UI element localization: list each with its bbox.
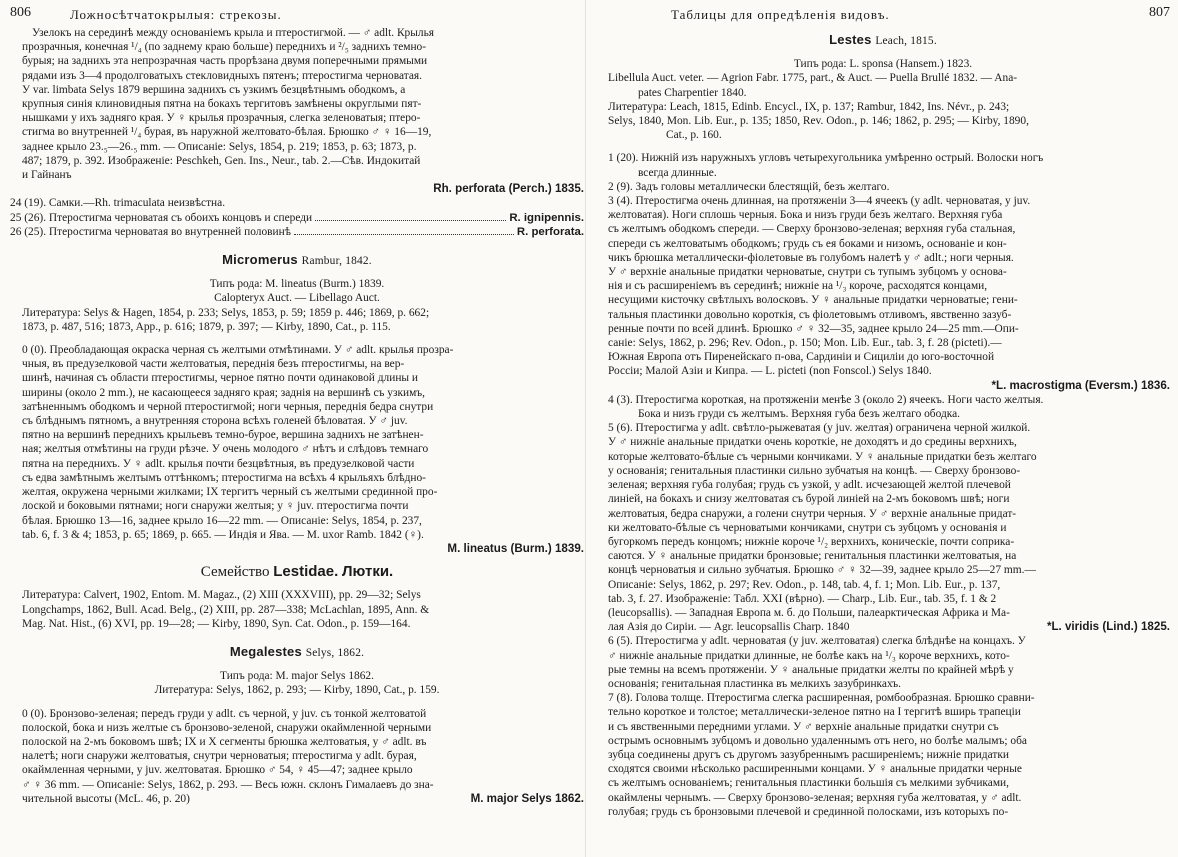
type-species: Типъ рода: M. major Selys 1862. (220, 670, 374, 683)
page-gutter (585, 0, 586, 857)
text-line: окаймлены чернымъ. — Сверху бронзово-зеленая; верхняя губа желтоватая, у ♂ adlt. (608, 791, 1022, 804)
text-line: полоской на 2-мъ боковомъ швѣ; IX и X сегменты брюшка желтоватыя, у ♂ adlt. въ (22, 735, 427, 748)
key-couplet-7 (596, 691, 1170, 819)
genus-author: Rambur, 1842. (301, 255, 372, 268)
text-line: tab. 3, f. 27. Изображеніе: Табл. XXI (вѣрно). — Charp., Lib. Eur., tab. 35, f. 1 & 2 (608, 592, 997, 605)
key-couplet-24: 24 (19). Самки.—Rh. trimaculata неизвѣстна. (10, 197, 226, 210)
text-line: налетѣ; ноги снаружи желтоватыя, снутри черноватыя; птеростигма у adlt. бурая, (22, 750, 417, 763)
text-line: Libellula Auct. veter. — Agrion Fabr. 1775, part., & Auct. — Puella Brullé 1832. — Ana- (608, 72, 1018, 85)
text-line: затѣненнымъ ободкомъ и черной птеростигмой; ноги черныя, переднія бедра снутри (22, 400, 434, 413)
text-line: тальныя пластинки довольно короткія, съ фіолетовымъ отливомъ, явственно зазуб- (608, 308, 1012, 321)
text-line: несущими кисточку свѣтлыхъ волосковъ. У ♀ анальные придатки черноватые; гени- (608, 294, 1018, 307)
text-line: Литература: Leach, 1815, Edinb. Encycl., IX, p. 137; Rambur, 1842, Ins. Névr., p. 243; (608, 100, 1010, 113)
family-name-ru: Лютки. (342, 563, 394, 581)
right-running-title: Таблицы для опредѣленія видовъ. (671, 7, 890, 22)
key-text: 25 (26). Птеростигма черноватая съ обоихъ концовъ и спереди (10, 211, 313, 224)
text-line: Бока и низъ груди съ желтымъ. Верхняя губа безъ желтаго ободка. (638, 408, 961, 421)
text-line: Узелокъ на серединѣ между основаніемъ крыла и птеростигмой. — ♂ adlt. Крылья (32, 27, 435, 39)
text-line: ренные почти по всей длинѣ. Брюшко ♂ ♀ 32—35, заднее крыло 24—25 mm.—Опи- (608, 322, 1019, 335)
text-line: Longchamps, 1862, Bull. Acad. Belg., (2) XIII, pp. 287—338; McLachlan, 1895, Ann. & (22, 603, 430, 616)
genus-name: Megalestes (229, 643, 302, 659)
text-line: ки желтовато-бѣлые съ черноватыми кончиками, снутри съ зубцомъ у основанія и (608, 521, 1007, 534)
text-line: саются. У ♀ анальные придатки бронзовые; генитальныя пластинки желтоватыя, на (608, 550, 1017, 563)
type-species: Типъ рода: M. lineatus (Burm.) 1839. (209, 278, 385, 291)
text-line: желтоватыя, бедра снаружи, а голени снутри черныя. У ♂ верхніе анальные придат- (608, 507, 1017, 520)
left-page (10, 0, 584, 857)
right-page-number: 807 (1149, 5, 1170, 20)
text-line: tab. 6, f. 3 & 4; 1853, p. 65; 1869, p. 665. — Индія и Ява. — M. uxor Ramb. 1842 (♀). (22, 528, 424, 541)
text-line: тельно короткое и толстое; металлически-зеленое пятно на I тергитѣ вширь трапеціи (608, 706, 1021, 719)
text-line: зеленая; верхняя губа голубая; грудь съ узкой, у adlt. исчезающей желтой плечевой (608, 479, 1011, 492)
leader-dots (315, 220, 506, 221)
text-line: ♂ нижніе анальные придатки длинные, не болѣе какъ на ¹/₃ короче верхнихъ, кото- (608, 649, 1010, 662)
text-line: чикъ брюшка металлически-фіолетовые въ голубомъ налетѣ у ♂ adlt.; ноги черныя. (608, 251, 1014, 264)
text-line: Литература: Selys & Hagen, 1854, p. 233; Selys, 1853, p. 59; 1859 p. 446; 1869, p. 662; (22, 306, 430, 319)
text-line: 3 (4). Птеростигма очень длинная, на протяженіи 3—4 ячеекъ (у adlt. черноватая, у juv. (608, 195, 1031, 208)
text-line: спереди съ желтоватымъ ободкомъ; грудь съ ея боками и низомъ, основаніе и кон- (608, 237, 1007, 250)
key-text: 26 (25). Птеростигма черноватая во внутренней половинѣ (10, 225, 291, 238)
text-line: 0 (0). Бронзово-зеленая; передъ груди у adlt. съ черной, у juv. съ тонкой желтоватой (22, 707, 427, 720)
family-prefix: Семейство (200, 564, 270, 581)
key-couplet-3 (596, 194, 1170, 393)
text-line: 7 (8). Голова толще. Птеростигма слегка расширенная, ромбообразная. Брюшко сравни- (608, 692, 1035, 705)
literature (596, 100, 1170, 143)
text-line: 5 (6). Птеростигма у adlt. свѣтло-рыжеватая (у juv. желтая) ограничена черной жилкой. (608, 422, 1031, 435)
genus-author: Selys, 1862. (305, 646, 365, 659)
text-line: основанія; генитальная пластинка въ мелкихъ зазубринкахъ. (608, 677, 901, 690)
text-line: желтая, окружена черными жилками; IX тергитъ черный съ желтыми срединной про- (22, 486, 438, 499)
text-line: съ едва замѣтнымъ желтымъ оттѣнкомъ; птеростигма на всѣхъ 4 крыльяхъ блѣдно- (22, 471, 426, 484)
species-signature: *L. viridis (Lind.) 1825. (1046, 620, 1170, 634)
text-line: 487; 1879, p. 392. Изображеніе: Peschkeh, Gen. Ins., Neur., tab. 2.—Сѣв. Индокитай (22, 154, 421, 167)
synonyms: Calopteryx Auct. — Libellago Auct. (214, 292, 380, 305)
key-couplet-4 (596, 393, 1170, 421)
text-line: желтоватая). Ноги сплошь черныя. Бока и низъ груди безъ желтаго. Верхняя губа (608, 209, 1003, 222)
key-couplet-2: 2 (9). Задъ головы металлически блестящій, безъ желтаго. (608, 180, 890, 193)
text-line: Южная Европа отъ Пиренейскаго п-ова, Сардиніи и Сициліи до юго-восточной (608, 351, 995, 364)
genus-heading-micromerus (10, 253, 584, 268)
text-line: острымъ основнымъ зубцомъ и довольно удаленнымъ отъ него, но болѣе малымъ; оба (608, 734, 1027, 747)
text-line: нышками у ихъ задняго края. У ♀ крылья прозрачныя, слегка зеленоватыя; птеро- (22, 112, 421, 125)
text-line: Cat., p. 160. (666, 129, 722, 142)
family-literature (10, 588, 584, 631)
text-line: съ блѣднымъ пятномъ, а внутренняя сторона всѣхъ голеней бѣловатая. У ♂ juv. (22, 415, 408, 428)
text-line: прозрачныя, конечная ¹/₄ (по заднему краю больше) переднихъ и ²/₅ заднихъ темно- (22, 41, 427, 54)
genus-author: Leach, 1815. (875, 35, 937, 47)
text-line: съ желтымъ основаніемъ; генитальныя пластинки большія съ мелкими зубчиками, (608, 777, 1009, 790)
genus-name: Micromerus (222, 252, 298, 268)
key-couplet-1 (596, 151, 1170, 179)
genus-heading-megalestes (10, 645, 584, 660)
text-line: чительной высоты (McL. 46, p. 20) (22, 792, 190, 805)
synonyms (596, 71, 1170, 99)
text-line: всегда длинные. (638, 166, 717, 179)
micromerus-description (10, 343, 584, 556)
key-couplet-25 (10, 211, 584, 225)
text-line: Россіи; Малой Азіи и Кипра. — L. picteti (non Fonscol.) Selys 1840. (608, 365, 932, 378)
genus-heading-lestes (596, 33, 1170, 48)
key-target: R. ignipennis. (509, 211, 584, 224)
text-line: ширины (около 2 mm.), не касающееся задняго края; заднія на вершинѣ съ узкимъ, (22, 386, 426, 399)
type-species: Типъ рода: L. sponsa (Hansem.) 1823. (793, 58, 973, 71)
species-signature: Rh. perforata (Perch.) 1835. (433, 182, 584, 196)
text-line: рые темны на всемъ протяженіи. У ♀ анальные придатки желты по крайней мѣрѣ у (608, 663, 1014, 676)
key-target: R. perforata. (516, 225, 584, 238)
megalestes-description (10, 707, 584, 806)
left-page-number: 806 (10, 5, 31, 20)
text-line: лоской и боковыми пятнами; ноги снаружи желтыя; у ♀ juv. птеростигма почти (22, 500, 409, 513)
text-line: пятна на переднихъ. У ♀ adlt. крылья почти безцвѣтныя, въ предузелковой части (22, 457, 415, 470)
text-line: У ♂ верхніе анальные придатки черноватые, снутри съ тупымъ зубцомъ у основа- (608, 266, 1007, 279)
genus-name: Lestes (829, 32, 872, 47)
key-couplet-5 (596, 421, 1170, 634)
text-line: чныя, въ предузелковой части желтоватыя, переднія безъ птеростигмы, на вер- (22, 358, 405, 371)
text-line: нія и съ расширеніемъ въ серединѣ; нижніе на ¹/₃ короче, расходятся концами, (608, 280, 988, 293)
text-line: которые желтовато-бѣлые съ черными кончиками. У ♀ анальные придатки безъ желтаго (608, 450, 1037, 463)
text-line: стигма во внутренней ¹/₄ бурая, въ наружной желтовато-бѣлая. Брюшко ♂ ♀ 16—19, (22, 126, 432, 139)
text-line: Mag. Nat. Hist., (6) XVI, pp. 19—28; — Kirby, 1890, Syn. Cat. Odon., p. 159—164. (22, 617, 411, 630)
text-line: 4 (3). Птеростигма короткая, на протяженіи менѣе 3 (около 2) ячеекъ. Ноги часто желтыя. (608, 393, 1044, 406)
rhinocypha-description (10, 26, 584, 196)
right-page (596, 0, 1170, 857)
text-line: Описаніе: Selys, 1862, p. 297; Rev. Odon., p. 148, tab. 4, f. 1; Mon. Lib. Eur., p. 137, (608, 578, 1001, 591)
text-line: лая Азія до Сиріи. — Agr. leucopsallis Charp. 1840 (608, 621, 850, 634)
text-line: (leucopsallis). — Западная Европа м. б. до Польши, палеарктическая Африка и Ма- (608, 606, 1010, 619)
right-page-header (596, 0, 1170, 24)
text-line: ная; желтыя отмѣтины на груди рѣзче. У очень молодого ♂ нѣтъ и слѣдовъ темнаго (22, 443, 429, 456)
key-couplet-6 (596, 634, 1170, 691)
text-line: саніе: Selys, 1862, p. 296; Rev. Odon., p. 150; Mon. Lib. Eur., tab. 3, f. 28 (picteti).— (608, 337, 1002, 350)
text-line: У var. limbata Selys 1879 вершина заднихъ съ узкимъ безцвѣтнымъ ободкомъ, а (22, 83, 406, 96)
species-signature: M. major Selys 1862. (470, 791, 584, 805)
family-heading (10, 565, 584, 579)
text-line: крупныя синія клиновидныя пятна на бокахъ тергитовъ замѣнены округлыми пят- (22, 98, 422, 111)
text-line: бѣлая. Брюшко 13—16, заднее крыло 16—22 mm. — Описаніе: Selys, 1854, p. 237, (22, 514, 422, 527)
literature (10, 306, 584, 334)
left-page-header (10, 0, 584, 24)
text-line: линіей, на бокахъ и снизу желтоватая съ бурой линіей на 2-мъ боковомъ швѣ; ноги (608, 493, 1010, 506)
literature: Литература: Selys, 1862, p. 293; — Kirby, 1890, Cat., p. 159. (154, 684, 440, 697)
text-line: 1 (20). Нижній изъ наружныхъ угловъ четырехугольника умѣренно острый. Волоски ногъ (608, 152, 1044, 165)
text-line: заднее крыло 23.₅—26.₅ mm. — Описаніе: Selys, 1854, p. 219; 1853, p. 63; 1873, p. (22, 140, 417, 153)
text-line: 0 (0). Преобладающая окраска черная съ желтыми отмѣтинами. У ♂ adlt. крылья прозра- (22, 344, 454, 357)
text-line: голубая; грудь съ бронзовыми плечевой и срединной полосками, изъ которыхъ по- (608, 805, 1009, 818)
text-line: бурыя; на заднихъ эта непрозрачная часть прорѣзана двумя поперечными прямыми (22, 55, 428, 68)
left-running-title: Ложносѣтчатокрылыя: стрекозы. (70, 7, 282, 22)
text-line: и съ явственными передними углами. У ♂ верхніе анальные придатки снутри съ (608, 720, 999, 733)
text-line: зубца соединены другъ съ другомъ зазубреннымъ расширеніемъ; нижніе придатки (608, 748, 1009, 761)
text-line: концѣ черноватыя и сильно зубчатыя. Брюшко ♂ ♀ 32—39, заднее крыло 25—27 mm.— (608, 564, 1036, 577)
text-line: бугоркомъ передъ концомъ; нижніе короче ¹/₂ верхнихъ, коническіе, почти соприка- (608, 535, 1015, 548)
text-line: У ♂ нижніе анальные придатки очень короткіе, не доходятъ и до средины верхнихъ, (608, 436, 1017, 449)
text-line: шинѣ, начиная съ области птеростигмы, черное пятно почти одинаковой длины и (22, 372, 419, 385)
text-line: сходятся своими нѣсколько расширенными концами. У ♀ анальные придатки черные (608, 763, 1022, 776)
text-line: pates Charpentier 1840. (638, 86, 747, 99)
text-line: 6 (5). Птеростигма у adlt. черноватая (у juv. желтоватая) слегка блѣднѣе на концахъ. У (608, 635, 1026, 648)
text-line: и Гайнанъ (22, 169, 72, 182)
text-line: полоской, бока и низъ желтые съ бронзово-зеленой, снаружи окаймленной черными (22, 721, 432, 734)
text-line: окаймленная черными, у juv. желтоватая. Брюшко ♂ 54, ♀ 45—47; заднее крыло (22, 764, 413, 777)
text-line: рядами изъ 3—4 продолговатыхъ стекловидныхъ пятенъ; птеростигма черноватая. (22, 69, 422, 82)
text-line: пятно на вершинѣ переднихъ крыльевъ темно-бурое, вершина заднихъ не затѣнен- (22, 429, 424, 442)
text-line: Литература: Calvert, 1902, Entom. M. Magaz., (2) XIII (XXXVIII), pp. 29—32; Selys (22, 589, 421, 602)
text-line: съ желтымъ ободкомъ спереди. — Сверху бронзово-зеленая; верхняя губа стальная, (608, 223, 1016, 236)
text-line: у основанія; генитальныя пластинки сильно зубчатыя на концѣ. — Сверху бронзово- (608, 464, 1021, 477)
text-line: 1873, p. 487, 516; 1873, App., p. 616; 1879, p. 397; — Kirby, 1890, Cat., p. 115. (22, 320, 391, 333)
family-name: Lestidae. (273, 563, 339, 581)
text-line: Selys, 1840, Mon. Lib. Eur., p. 135; 1850, Rev. Odon., p. 146; 1862, p. 295; — Kirby, 1890, (608, 115, 1029, 128)
leader-dots (294, 234, 514, 235)
species-signature: *L. macrostigma (Eversm.) 1836. (991, 378, 1170, 392)
species-signature: M. lineatus (Burm.) 1839. (447, 541, 584, 555)
text-line: ♂ ♀ 36 mm. — Описаніе: Selys, 1862, p. 293. — Весь южн. склонъ Гималаевъ до зна- (22, 778, 434, 791)
key-couplet-26 (10, 225, 584, 239)
